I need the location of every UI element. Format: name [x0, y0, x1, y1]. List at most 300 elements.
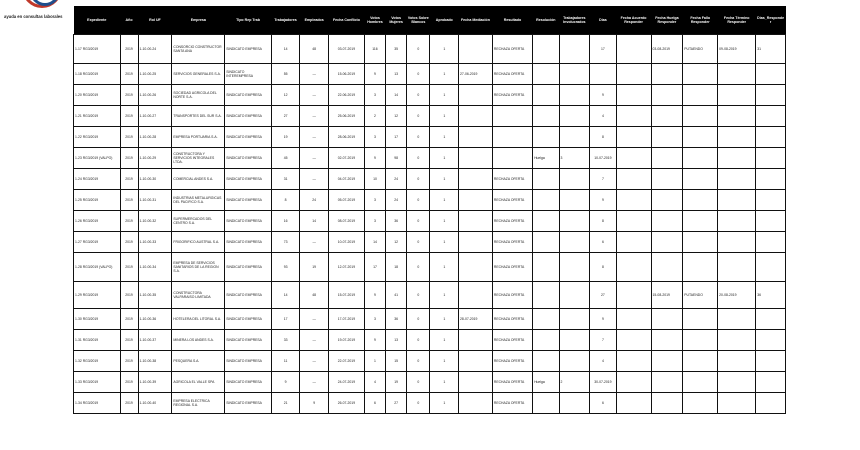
table-cell: 2019	[120, 169, 138, 190]
table-cell: 14	[300, 211, 329, 232]
table-cell: 9	[271, 372, 300, 393]
table-cell	[533, 351, 559, 372]
table-cell: 27	[271, 106, 300, 127]
table-cell: 3	[364, 85, 385, 106]
table-cell: 1	[430, 106, 459, 127]
table-row	[74, 106, 786, 127]
column-header: Votos Mujeres	[386, 6, 407, 35]
table-cell: 3	[364, 127, 385, 148]
table-cell: 2019	[120, 309, 138, 330]
table-cell: SINDICATO EMPRESA	[225, 282, 272, 309]
table-cell: 33	[271, 330, 300, 351]
table-cell	[533, 169, 559, 190]
table-cell: 3	[559, 148, 590, 169]
table-cell	[718, 127, 756, 148]
table-cell	[616, 351, 651, 372]
table-cell: SINDICATO EMPRESA	[225, 85, 272, 106]
table-cell	[718, 190, 756, 211]
table-cell: RECHAZA OFERTA	[492, 253, 532, 282]
table-cell	[616, 282, 651, 309]
table-cell: PESQUERA S.A.	[172, 351, 225, 372]
table-cell: SINDICATO INTEREMPRESA	[225, 64, 272, 85]
table-cell: PUTAENDO	[683, 35, 718, 64]
table-cell: 2019	[120, 351, 138, 372]
logo-emblem-icon	[22, 0, 62, 8]
column-header: Empresa	[172, 6, 225, 35]
table-cell: 12	[386, 106, 407, 127]
table-cell	[756, 169, 786, 190]
table-cell: 1-10-00-24	[138, 35, 172, 64]
table-cell: SINDICATO EMPRESA	[225, 190, 272, 211]
table-cell: 0	[407, 190, 430, 211]
table-cell: 10-07-2019	[328, 232, 364, 253]
table-cell: 1-10-00-26	[138, 85, 172, 106]
table-cell	[459, 351, 493, 372]
table-cell	[533, 85, 559, 106]
table-cell: 14	[386, 85, 407, 106]
table-row	[74, 169, 786, 190]
table-cell	[616, 393, 651, 414]
table-cell	[459, 169, 493, 190]
table-cell: —	[300, 309, 329, 330]
column-header: Fecha Conflicto	[328, 6, 364, 35]
column-header: Días	[590, 6, 616, 35]
table-cell: RECHAZA OFERTA	[492, 330, 532, 351]
table-cell	[559, 309, 590, 330]
table-cell	[683, 351, 718, 372]
table-cell: 24	[386, 190, 407, 211]
table-cell	[718, 253, 756, 282]
table-cell: RECHAZA OFERTA	[492, 351, 532, 372]
table-cell	[459, 372, 493, 393]
table-cell: 2019	[120, 85, 138, 106]
table-cell	[559, 35, 590, 64]
table-cell: 1-10-00-31	[138, 190, 172, 211]
table-cell: 1-10-00-30	[138, 169, 172, 190]
table-cell	[559, 190, 590, 211]
table-cell: SINDICATO EMPRESA	[225, 351, 272, 372]
table-cell: 1	[430, 351, 459, 372]
table-cell: 9	[590, 190, 616, 211]
table-cell: SUPERMERCADOS DEL CENTRO S.A.	[172, 211, 225, 232]
table-cell: 11	[271, 351, 300, 372]
table-cell: RECHAZA OFERTA	[492, 35, 532, 64]
table-cell: 1-27 RG3/2019	[74, 232, 121, 253]
table-cell: 03-08-2019	[651, 35, 683, 64]
table-cell: INDUSTRIAS METALURGICAS DEL PACIFICO S.A.	[172, 190, 225, 211]
table-cell: 2	[559, 372, 590, 393]
table-cell: 2019	[120, 127, 138, 148]
table-cell	[683, 85, 718, 106]
column-header: Fecha Fallo Responder	[683, 6, 718, 35]
table-cell: EMPRESA PORTUARIA S.A.	[172, 127, 225, 148]
table-cell: 93	[271, 253, 300, 282]
table-cell: 6	[590, 393, 616, 414]
table-cell: 24	[386, 169, 407, 190]
table-cell	[533, 106, 559, 127]
table-cell: 1-10-00-36	[138, 309, 172, 330]
table-cell: RECHAZA OFERTA	[492, 190, 532, 211]
table-cell	[559, 232, 590, 253]
table-cell: 14	[364, 232, 385, 253]
table-cell: 0	[407, 35, 430, 64]
table-row	[74, 127, 786, 148]
table-cell	[718, 393, 756, 414]
column-header: Año	[120, 6, 138, 35]
table-cell: 1-23 RG3/2019 (VALPO)	[74, 148, 121, 169]
table-cell: 1	[430, 393, 459, 414]
table-cell: RECHAZA OFERTA	[492, 282, 532, 309]
table-cell: FRIGORIFICO AUSTRAL S.A.	[172, 232, 225, 253]
table-cell: 17	[364, 253, 385, 282]
table-cell	[651, 64, 683, 85]
table-cell: —	[300, 85, 329, 106]
table-cell	[651, 232, 683, 253]
table-cell: 27	[386, 393, 407, 414]
table-cell: RECHAZA OFERTA	[492, 211, 532, 232]
table-cell	[683, 169, 718, 190]
table-cell: 0	[407, 211, 430, 232]
table-cell: 1	[430, 253, 459, 282]
table-cell: 2019	[120, 372, 138, 393]
table-cell: RECHAZA OFERTA	[492, 85, 532, 106]
table-cell: 15-08-2019	[651, 282, 683, 309]
table-cell	[616, 211, 651, 232]
table-cell: 3	[364, 211, 385, 232]
table-cell	[756, 106, 786, 127]
table-cell: 16	[271, 211, 300, 232]
table-cell	[683, 232, 718, 253]
table-cell	[559, 330, 590, 351]
table-cell: 41	[386, 282, 407, 309]
table-cell: 7	[590, 330, 616, 351]
table-cell	[718, 309, 756, 330]
table-row	[74, 64, 786, 85]
table-cell	[616, 85, 651, 106]
table-cell	[651, 148, 683, 169]
table-cell	[756, 127, 786, 148]
table-cell: SINDICATO EMPRESA	[225, 232, 272, 253]
table-cell	[756, 190, 786, 211]
table-cell: 09-08-2019	[718, 35, 756, 64]
table-cell: 98	[386, 148, 407, 169]
table-cell: 9	[364, 282, 385, 309]
table-cell	[651, 85, 683, 106]
table-cell: 35	[386, 35, 407, 64]
table-cell	[590, 64, 616, 85]
table-cell: 15-07-2019	[328, 282, 364, 309]
table-cell: 0	[407, 64, 430, 85]
table-cell: 0	[407, 330, 430, 351]
table-row	[74, 372, 786, 393]
table-cell	[683, 309, 718, 330]
table-cell: 4	[590, 351, 616, 372]
table-cell	[559, 64, 590, 85]
column-header: Resultado	[492, 6, 532, 35]
table-row	[74, 85, 786, 106]
table-cell: EMPRESA ELECTRICA REGIONAL S.A.	[172, 393, 225, 414]
table-cell: 6	[590, 232, 616, 253]
table-cell: —	[300, 169, 329, 190]
table-cell: 15	[386, 351, 407, 372]
table-cell	[756, 372, 786, 393]
table-cell	[533, 64, 559, 85]
table-cell	[616, 190, 651, 211]
table-cell: PUTAENDO	[683, 282, 718, 309]
table-cell	[718, 85, 756, 106]
table-cell: RECHAZA OFERTA	[492, 393, 532, 414]
table-cell	[756, 309, 786, 330]
table-cell: 2019	[120, 148, 138, 169]
table-cell: 0	[407, 127, 430, 148]
table-cell: SINDICATO EMPRESA	[225, 372, 272, 393]
table-cell: 1-20 RG3/2019	[74, 85, 121, 106]
table-cell: 30-07-2019	[590, 372, 616, 393]
table-cell: 8	[590, 127, 616, 148]
table-cell	[492, 148, 532, 169]
logo-tagline: ayuda en consultas laborales	[4, 14, 63, 19]
table-cell: 8	[271, 190, 300, 211]
table-cell	[718, 64, 756, 85]
table-cell: 1-26 RG3/2019	[74, 211, 121, 232]
table-cell	[683, 372, 718, 393]
table-cell	[492, 127, 532, 148]
column-header: Votos Hombres	[364, 6, 385, 35]
table-cell: 1-10-00-37	[138, 330, 172, 351]
table-cell: 19	[300, 253, 329, 282]
table-cell: 31	[271, 169, 300, 190]
table-cell	[616, 148, 651, 169]
table-cell: TRANSPORTES DEL SUR S.A.	[172, 106, 225, 127]
table-cell	[756, 330, 786, 351]
table-cell: 1-22 RG3/2019	[74, 127, 121, 148]
table-cell: 1	[430, 211, 459, 232]
table-cell: 3	[364, 190, 385, 211]
column-header: Aprobado	[430, 6, 459, 35]
table-cell: 1-21 RG3/2019	[74, 106, 121, 127]
table-cell	[756, 393, 786, 414]
table-cell: 1	[430, 190, 459, 211]
table-cell	[459, 393, 493, 414]
table-cell	[683, 211, 718, 232]
table-cell	[756, 253, 786, 282]
table-cell: 25-06-2019	[328, 106, 364, 127]
table-cell: 1-32 RG3/2019	[74, 351, 121, 372]
table-cell: 17	[271, 309, 300, 330]
table-cell	[616, 64, 651, 85]
column-header: Trabajadores	[271, 6, 300, 35]
column-header: Fecha Mediación	[459, 6, 493, 35]
table-cell	[559, 106, 590, 127]
table-cell	[616, 232, 651, 253]
table-cell	[459, 148, 493, 169]
table-cell: COMERCIAL ANDES S.A.	[172, 169, 225, 190]
table-cell	[651, 169, 683, 190]
table-row	[74, 282, 786, 309]
table-cell	[718, 148, 756, 169]
table-cell: 10	[364, 169, 385, 190]
table-row	[74, 253, 786, 282]
table-cell: 14	[271, 35, 300, 64]
column-header: Expediente	[74, 6, 121, 35]
spreadsheet	[73, 6, 786, 447]
table-cell	[651, 309, 683, 330]
table-cell: 24	[300, 190, 329, 211]
table-cell	[533, 190, 559, 211]
table-cell	[651, 253, 683, 282]
table-cell	[559, 169, 590, 190]
table-cell: 15-06-2019	[328, 64, 364, 85]
table-cell: 1-10-00-25	[138, 64, 172, 85]
table-cell: 1	[364, 351, 385, 372]
table-cell: 9	[300, 393, 329, 414]
table-cell	[683, 106, 718, 127]
table-cell: 17-07-2019	[328, 309, 364, 330]
table-cell: 1-10-00-38	[138, 351, 172, 372]
table-cell	[756, 85, 786, 106]
table-cell: SOCIEDAD AGRICOLA DEL NORTE S.A.	[172, 85, 225, 106]
table-cell: 0	[407, 351, 430, 372]
table-cell	[616, 330, 651, 351]
table-cell: RECHAZA OFERTA	[492, 309, 532, 330]
table-cell: Huelga	[533, 372, 559, 393]
table-cell: 8	[590, 211, 616, 232]
table-cell	[718, 372, 756, 393]
table-cell	[616, 253, 651, 282]
table-header-row	[74, 6, 786, 35]
table-cell: 1-10-00-39	[138, 372, 172, 393]
table-cell: 1-10-00-32	[138, 211, 172, 232]
table-cell	[533, 211, 559, 232]
table-cell	[718, 351, 756, 372]
table-cell	[683, 393, 718, 414]
table-cell: 2019	[120, 64, 138, 85]
table-cell	[616, 309, 651, 330]
table-cell: 1	[430, 85, 459, 106]
table-cell: RECHAZA OFERTA	[492, 232, 532, 253]
table-cell	[651, 351, 683, 372]
table-cell: 116	[364, 35, 385, 64]
column-header: Trabajadores Involucrados	[559, 6, 590, 35]
table-cell: 0	[407, 169, 430, 190]
table-cell: 19	[271, 127, 300, 148]
column-header: Fecha Huelga Responder	[651, 6, 683, 35]
table-cell: 22-07-2019	[328, 351, 364, 372]
table-cell: 1	[430, 309, 459, 330]
table-cell	[459, 85, 493, 106]
table-cell: 2019	[120, 190, 138, 211]
table-cell: 1-30 RG3/2019	[74, 309, 121, 330]
column-header: Votos Sobre Blancos	[407, 6, 430, 35]
table-cell: 1-33 RG3/2019	[74, 372, 121, 393]
table-row	[74, 393, 786, 414]
table-row	[74, 190, 786, 211]
table-cell: 08-07-2019	[328, 211, 364, 232]
column-header: Empleados	[300, 6, 329, 35]
table-cell: SINDICATO EMPRESA	[225, 253, 272, 282]
table-cell	[459, 190, 493, 211]
table-cell: 2019	[120, 106, 138, 127]
table-cell	[533, 282, 559, 309]
table-cell: —	[300, 127, 329, 148]
table-cell	[459, 253, 493, 282]
table-cell	[533, 253, 559, 282]
table-cell: 24-07-2019	[328, 372, 364, 393]
table-cell	[459, 282, 493, 309]
table-cell	[683, 330, 718, 351]
table-cell: SINDICATO EMPRESA	[225, 393, 272, 414]
logo	[22, 0, 64, 10]
table-cell	[492, 106, 532, 127]
table-row	[74, 148, 786, 169]
column-header: Rol UF	[138, 6, 172, 35]
table-cell: 19	[386, 372, 407, 393]
table-cell: 1-10-00-34	[138, 253, 172, 282]
table-cell: 12	[271, 85, 300, 106]
table-cell	[718, 169, 756, 190]
table-cell: 12-07-2019	[328, 253, 364, 282]
table-cell: AGRICOLA EL VALLE SPA	[172, 372, 225, 393]
table-cell	[459, 330, 493, 351]
table-cell: 0	[407, 148, 430, 169]
table-cell: 17	[590, 35, 616, 64]
table-cell: RECHAZA OFERTA	[492, 372, 532, 393]
table-cell: 1-31 RG3/2019	[74, 330, 121, 351]
table-cell	[459, 106, 493, 127]
table-cell: RECHAZA OFERTA	[492, 64, 532, 85]
table-cell: 36	[386, 211, 407, 232]
table-cell: 1	[430, 232, 459, 253]
table-cell: 1-18 RG3/2019	[74, 64, 121, 85]
table-cell: 1	[430, 64, 459, 85]
table-cell: SERVICIOS GENERALES S.A.	[172, 64, 225, 85]
table-cell: 05-07-2019	[328, 190, 364, 211]
table-row	[74, 330, 786, 351]
table-cell	[718, 211, 756, 232]
table-cell: 31	[756, 35, 786, 64]
table-cell: 21	[271, 393, 300, 414]
table-cell: 0	[407, 393, 430, 414]
table-cell: 2	[364, 106, 385, 127]
table-cell: 3	[364, 309, 385, 330]
table-cell: 0	[407, 85, 430, 106]
table-cell	[616, 127, 651, 148]
table-cell: 27-06-2019	[459, 64, 493, 85]
table-cell: 22-06-2019	[328, 85, 364, 106]
table-cell: 48	[300, 282, 329, 309]
table-cell: 1	[430, 148, 459, 169]
table-cell: 1-34 RG3/2019	[74, 393, 121, 414]
column-header: Fecha Acuerdo Responder	[616, 6, 651, 35]
table-cell: 13	[386, 330, 407, 351]
table-cell: 1-28 RG3/2019 (VALPO)	[74, 253, 121, 282]
column-header: Resolución	[533, 6, 559, 35]
table-cell: 1-29 RG3/2019	[74, 282, 121, 309]
table-cell: 1	[430, 282, 459, 309]
table-row	[74, 35, 786, 64]
table-cell	[559, 253, 590, 282]
table-cell	[683, 253, 718, 282]
table-cell: SINDICATO EMPRESA	[225, 106, 272, 127]
table-cell	[718, 106, 756, 127]
table-cell	[559, 393, 590, 414]
table-cell: 4	[364, 372, 385, 393]
table-cell: SINDICATO EMPRESA	[225, 35, 272, 64]
table-cell: 27	[590, 282, 616, 309]
table-cell: SINDICATO EMPRESA	[225, 127, 272, 148]
table-cell: 2019	[120, 253, 138, 282]
table-cell	[616, 35, 651, 64]
